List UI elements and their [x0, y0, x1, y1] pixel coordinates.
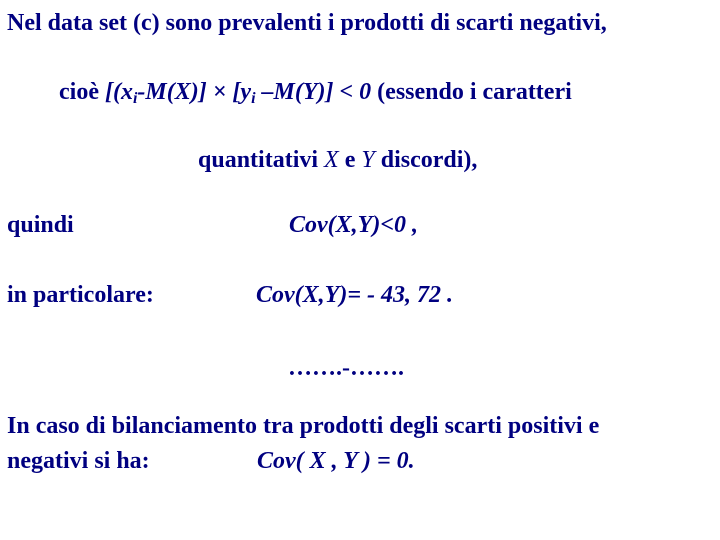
formula-prefix: cioè — [59, 79, 105, 105]
cov-value-formula: Cov(X,Y)= - 43, 72 . — [256, 282, 453, 308]
cov-zero-formula: Cov( X , Y ) = 0. — [257, 448, 415, 474]
formula-subscript-a: i — [132, 90, 138, 107]
formula-part-a: [(x — [104, 79, 133, 105]
formula-suffix: (essendo i caratteri — [371, 79, 572, 105]
formula-subscript-b: i — [251, 90, 256, 107]
quindi-label: quindi — [7, 212, 74, 238]
formula-part-c: –M(Y)] < 0 — [255, 79, 372, 105]
conclusion-line-2 — [7, 447, 150, 475]
formula-line — [59, 78, 572, 106]
cov-negative-formula: Cov(X,Y)<0 , — [289, 212, 418, 238]
conclusion-label: negativi si ha: — [7, 448, 150, 474]
variable-y: Y — [361, 147, 375, 173]
explanation-mid: e — [338, 147, 362, 173]
particolare-label: in particolare: — [7, 282, 154, 308]
ellipsis-separator: …….-……. — [288, 355, 404, 381]
intro-line: Nel data set (c) sono prevalenti i prodotti di scarti negativi, — [7, 10, 607, 36]
conclusion-line-1: In caso di bilanciamento tra prodotti degli scarti positivi e — [7, 413, 600, 439]
explanation-prefix: quantitativi — [198, 147, 325, 173]
variable-x: X — [324, 147, 339, 173]
explanation-line — [198, 146, 477, 174]
formula-part-b: -M(X)] × [y — [137, 79, 252, 105]
explanation-suffix: discordi), — [374, 147, 478, 173]
